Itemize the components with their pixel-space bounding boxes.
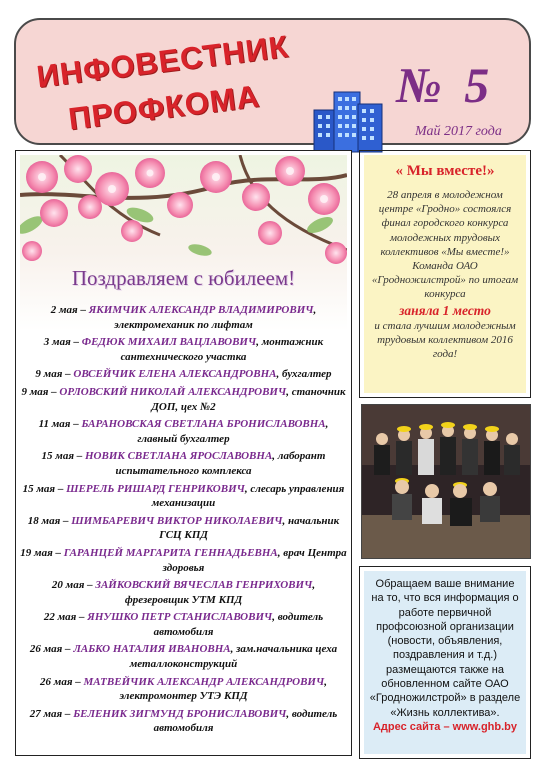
contest-panel [359,150,531,398]
list-item: 19 мая – ГАРАНЦЕЙ МАРГАРИТА ГЕННАДЬЕВНА, врач Центра здоровья [20,546,347,574]
newsletter-title-line1: ИНФОВЕСТНИК [34,28,291,95]
issue-date: Май 2017 года [415,124,502,139]
issue-number: № 5 [396,57,495,113]
list-item: 2 мая – ЯКИМЧИК АЛЕКСАНДР ВЛАДИМИРОВИЧ, электромеханик по лифтам [50,304,317,331]
contest-text-2: и стала лучшим молодежным трудовым коллективом 2016 года! [374,319,516,361]
greeting-banner-title: Поздравляем с юбилеем! [71,266,296,290]
list-item: 15 мая – НОВИК СВЕТЛАНА ЯРОСЛАВОВНА, лаборант испытательного комплекса [41,450,326,477]
list-item: 9 мая – ОВСЕЙЧИК ЕЛЕНА АЛЕКСАНДРОВНА, бухгалтер [35,368,332,381]
team-photo [361,404,531,559]
greetings-panel [15,150,352,756]
contest-highlight: заняла 1 место [399,302,491,318]
list-item: 22 мая – ЯНУШКО ПЕТР СТАНИСЛАВОВИЧ, водитель автомобиля [43,611,324,638]
birthday-list [20,303,347,739]
building-icon [312,84,384,154]
contest-title: « Мы вместе!» [395,163,495,179]
notice-text: Обращаем ваше внимание на то, что вся информация о работе первичной профсоюзной организации (новости, объявления, поздравления и т.д.) размещаются также на обновленном сайте ОАО «Гродножилстрой» в разделе «Жизнь коллектива». [369,578,521,719]
list-item: 18 мая – ШИМБАРЕВИЧ ВИКТОР НИКОЛАЕВИЧ, начальник ГСЦ КПД [27,514,340,542]
list-item: 3 мая – ФЕДЮК МИХАИЛ ВАЦЛАВОВИЧ, монтажник сантехнического участка [43,336,324,363]
list-item: 11 мая – БАРАНОВСКАЯ СВЕТЛАНА БРОНИСЛАВОВНА, главный бухгалтер [38,418,329,445]
notice-panel [359,566,531,759]
list-item: 9 мая – ОРЛОВСКИЙ НИКОЛАЙ АЛЕКСАНДРОВИЧ, станочник ДОП, цех №2 [21,385,346,413]
list-item: 20 мая – ЗАЙКОВСКИЙ ВЯЧЕСЛАВ ГЕНРИХОВИЧ, фрезеровщик УТМ КПД [51,579,316,606]
newsletter-header [14,18,531,145]
newsletter-title-line2: ПРОФКОМА [66,78,262,137]
list-item: 26 мая – ЛАБКО НАТАЛИЯ ИВАНОВНА, зам.начальника цеха металлоконструкций [29,643,338,671]
list-item: 15 мая – ШЕРЕЛЬ РИШАРД ГЕНРИКОВИЧ, слесарь управления механизации [22,482,345,510]
list-item: 26 мая – МАТВЕЙЧИК АЛЕКСАНДР АЛЕКСАНДРОВИЧ, электромонтер УТЭ КПД [40,675,327,703]
site-address-link[interactable]: Адрес сайта – www.ghb.by [372,720,518,733]
contest-text: 28 апреля в молодежном центре «Гродно» состоялся финал городского конкурса молодежных трудовых коллективов «Мы вместе!» Команда ОАО «Гродножилстрой» по итогам конкурса [371,189,519,301]
list-item: 27 мая – БЕЛЕНИК ЗИГМУНД БРОНИСЛАВОВИЧ, водитель автомобиля [29,707,338,735]
